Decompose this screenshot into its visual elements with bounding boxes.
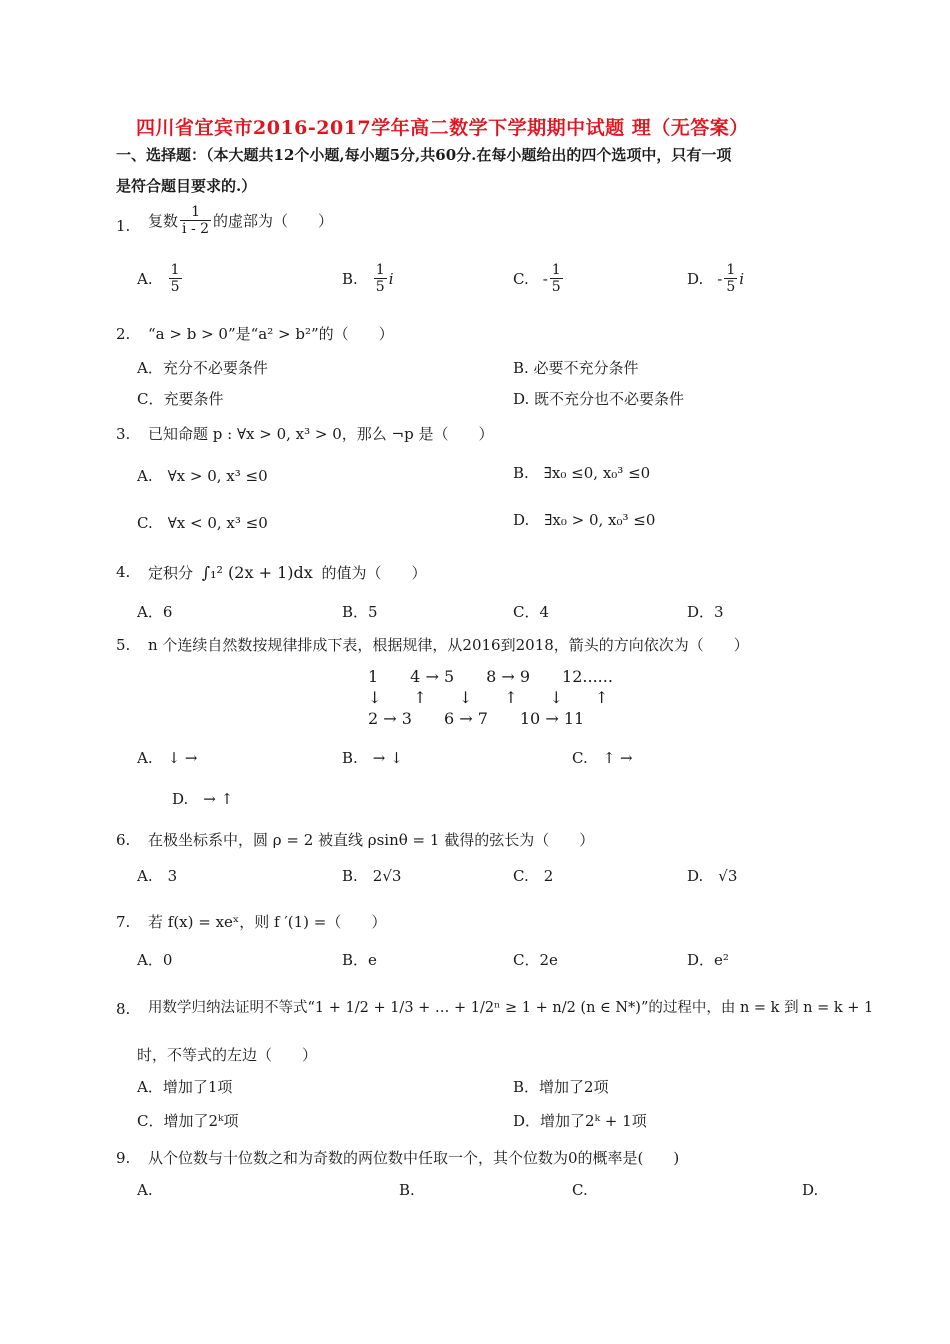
q7-option-b[interactable]: B．e	[342, 951, 377, 969]
q4-option-a[interactable]: A．6	[137, 603, 173, 621]
q8-option-c[interactable]: C．增加了2ᵏ项	[137, 1112, 239, 1130]
q6-number: 6.	[116, 831, 131, 849]
q1-option-b-den: 5	[375, 279, 385, 296]
q3-option-a[interactable]: A. ∀x > 0, x³ ≤0	[137, 467, 268, 485]
q1-option-c[interactable]	[513, 262, 565, 295]
q7-number: 7.	[116, 913, 131, 931]
q4-stem	[148, 563, 427, 582]
q5-table-row-3: 2 → 3 6 → 7 10 → 11	[368, 709, 585, 728]
q8-option-b[interactable]: B．增加了2项	[513, 1078, 609, 1096]
q1-option-c-label: C.	[513, 269, 529, 288]
q4-prefix: 定积分	[148, 564, 194, 582]
q9-option-c[interactable]: C.	[572, 1181, 588, 1199]
q2-option-a[interactable]: A．充分不必要条件	[137, 359, 268, 377]
q6-option-b[interactable]: B. 2√3	[342, 867, 402, 885]
q4-suffix: 的值为（ ）	[321, 564, 427, 582]
q3-option-d[interactable]: D. ∃x₀ > 0, x₀³ ≤0	[513, 511, 656, 529]
q2-option-b[interactable]: B. 必要不充分条件	[513, 359, 639, 377]
q6-option-d[interactable]: D. √3	[687, 867, 738, 885]
q1-option-c-den: 5	[551, 279, 561, 296]
q1-option-a-den: 5	[170, 279, 180, 296]
q4-option-c[interactable]: C．4	[513, 603, 550, 621]
q8-option-d[interactable]: D．增加了2ᵏ + 1项	[513, 1112, 647, 1130]
q5-table-row-2: ↓ ↑ ↓ ↑ ↓ ↑	[368, 688, 609, 707]
q5-option-a[interactable]: A. ↓ →	[137, 749, 198, 767]
section-heading-line1: 一、选择题：（本大题共12个小题,每小题5分,共60分.在每小题给出的四个选项中，只有一项	[116, 146, 732, 164]
q9-option-d[interactable]: D.	[802, 1181, 819, 1199]
q1-option-b-label: B.	[342, 269, 358, 288]
q1-option-a[interactable]	[137, 262, 184, 295]
q2-number: 2.	[116, 325, 131, 343]
q1-option-d-num: 1	[726, 262, 736, 278]
section-heading-line2: 是符合题目要求的.）	[116, 177, 257, 195]
q1-option-d-den: 5	[726, 279, 736, 296]
q6-stem: 在极坐标系中，圆 ρ = 2 被直线 ρsinθ = 1 截得的弦长为（ ）	[148, 831, 595, 849]
q3-option-c[interactable]: C. ∀x < 0, x³ ≤0	[137, 514, 268, 532]
q7-option-c[interactable]: C．2e	[513, 951, 558, 969]
q1-option-a-label: A.	[137, 269, 153, 288]
q4-number: 4.	[116, 563, 131, 581]
q1-option-a-num: 1	[170, 262, 180, 278]
q8-stem-line1: 用数学归纳法证明不等式“1 + 1/2 + 1/3 + … + 1/2ⁿ ≥ 1 + n/2 (n ∈ N*)”的过程中，由 n = k 到 n = k + 1	[148, 1000, 874, 1016]
q5-table-row-1: 1 4 → 5 8 → 9 12......	[368, 667, 613, 686]
q4-option-d[interactable]: D．3	[687, 603, 724, 621]
q5-option-d[interactable]: D. → ↑	[172, 790, 234, 808]
q3-option-b[interactable]: B. ∃x₀ ≤0, x₀³ ≤0	[513, 464, 651, 482]
q1-fraction	[180, 204, 211, 237]
q1-option-c-sign: -	[542, 269, 548, 288]
q2-option-d[interactable]: D. 既不充分也不必要条件	[513, 390, 685, 408]
page-title: 四川省宜宾市2016-2017学年高二数学下学期期中试题 理（无答案）	[136, 117, 749, 139]
q1-prefix: 复数	[148, 211, 179, 230]
q4-integral: ∫₁² (2x + 1)dx	[201, 563, 313, 582]
q5-number: 5.	[116, 636, 131, 654]
q7-stem: 若 f(x) = xeˣ，则 f ′(1) =（ ）	[148, 913, 387, 931]
q9-option-b[interactable]: B.	[399, 1181, 415, 1199]
q1-option-d-label: D.	[687, 269, 704, 288]
q5-stem: n 个连续自然数按规律排成下表，根据规律，从2016到2018，箭头的方向依次为（ ）	[148, 636, 749, 654]
q5-option-b[interactable]: B. → ↓	[342, 749, 403, 767]
q1-option-b[interactable]	[342, 262, 394, 295]
q1-frac-num: 1	[191, 204, 200, 220]
q5-option-c[interactable]: C. ↑ →	[572, 749, 633, 767]
q1-option-b-unit: i	[388, 269, 394, 288]
q6-option-c[interactable]: C. 2	[513, 867, 554, 885]
q1-option-b-num: 1	[375, 262, 385, 278]
q1-option-d[interactable]	[687, 262, 744, 295]
q1-number: 1.	[116, 217, 131, 235]
q1-stem	[148, 204, 333, 237]
q7-option-d[interactable]: D．e²	[687, 951, 729, 969]
q1-option-c-num: 1	[551, 262, 561, 278]
q1-option-d-unit: i	[739, 269, 745, 288]
q2-option-c[interactable]: C．充要条件	[137, 390, 224, 408]
q1-option-d-sign: -	[717, 269, 723, 288]
q1-frac-den: i - 2	[182, 221, 210, 238]
q8-number: 8.	[116, 1000, 131, 1018]
q1-suffix: 的虚部为（ ）	[213, 211, 334, 230]
q3-number: 3.	[116, 425, 131, 443]
q3-stem: 已知命题 p : ∀x > 0, x³ > 0，那么 ¬p 是（ ）	[148, 425, 494, 443]
q7-option-a[interactable]: A．0	[137, 951, 173, 969]
q2-stem: “a > b > 0”是“a² > b²”的（ ）	[148, 325, 394, 343]
q4-option-b[interactable]: B．5	[342, 603, 378, 621]
q9-number: 9.	[116, 1149, 131, 1167]
q8-stem-line2: 时，不等式的左边（ ）	[137, 1046, 318, 1064]
q9-option-a[interactable]: A.	[137, 1181, 153, 1199]
q9-stem: 从个位数与十位数之和为奇数的两位数中任取一个，其个位数为0的概率是( )	[148, 1149, 680, 1167]
q6-option-a[interactable]: A. 3	[137, 867, 178, 885]
q8-option-a[interactable]: A．增加了1项	[137, 1078, 233, 1096]
